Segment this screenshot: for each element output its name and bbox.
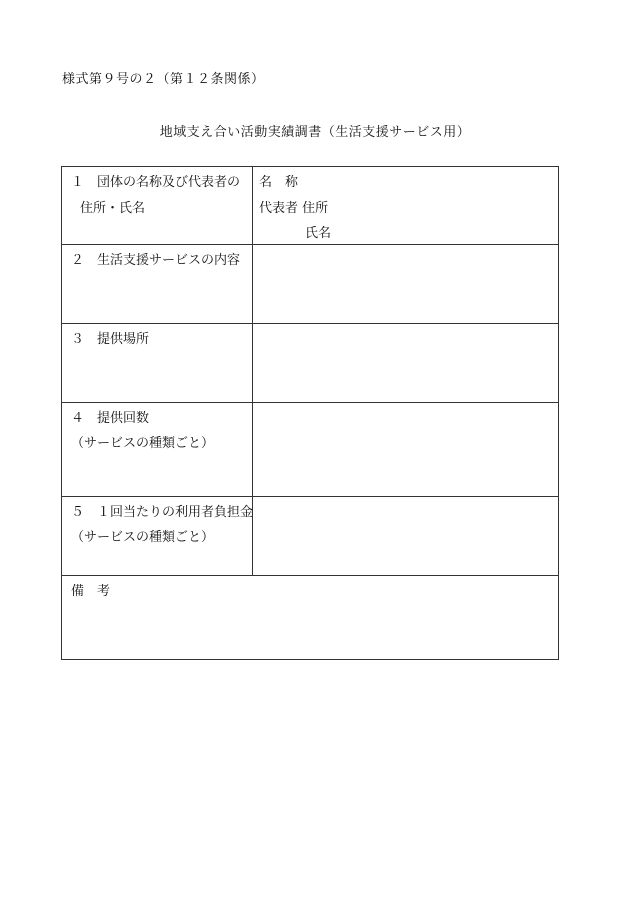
item-label: ５ １回当たりの利用者負担金 bbox=[71, 505, 254, 520]
table-row-service-content bbox=[62, 244, 558, 324]
item-label: ２ 生活支援サービスの内容 bbox=[71, 253, 241, 268]
item-label: ３ 提供場所 bbox=[71, 332, 150, 347]
item-cell-frequency bbox=[62, 403, 253, 497]
item-sublabel: 住所・氏名 bbox=[80, 201, 146, 216]
representative-name-label: 氏名 bbox=[305, 226, 332, 241]
item-sublabel: （サービスの種類ごと） bbox=[71, 436, 215, 451]
table-row-user-fee bbox=[62, 496, 558, 576]
item-cell-user-fee bbox=[62, 497, 253, 576]
item-sublabel: （サービスの種類ごと） bbox=[71, 530, 215, 545]
form-number: 様式第９号の２（第１２条関係） bbox=[62, 72, 265, 87]
remarks-label: 備 考 bbox=[71, 584, 111, 599]
value-cell-organization[interactable] bbox=[253, 167, 558, 244]
value-cell-location[interactable] bbox=[253, 324, 558, 403]
value-cell-user-fee[interactable] bbox=[253, 497, 558, 576]
item-cell-location bbox=[62, 324, 253, 403]
value-cell-service-content[interactable] bbox=[253, 245, 558, 324]
item-label: ４ 提供回数 bbox=[71, 411, 150, 426]
representative-address-label: 代表者 住所 bbox=[259, 201, 329, 216]
item-cell-organization bbox=[62, 167, 253, 244]
item-cell-service-content bbox=[62, 245, 253, 324]
name-label: 名 称 bbox=[259, 175, 299, 190]
item-label: １ 団体の名称及び代表者の bbox=[71, 175, 241, 190]
table-row-remarks[interactable] bbox=[62, 575, 558, 660]
table-row-organization bbox=[62, 167, 558, 244]
table-row-frequency bbox=[62, 402, 558, 497]
document-title: 地域支え合い活動実績調書（生活支援サービス用） bbox=[159, 125, 471, 140]
table-row-location bbox=[62, 323, 558, 403]
report-table bbox=[61, 166, 559, 660]
value-cell-frequency[interactable] bbox=[253, 403, 558, 497]
